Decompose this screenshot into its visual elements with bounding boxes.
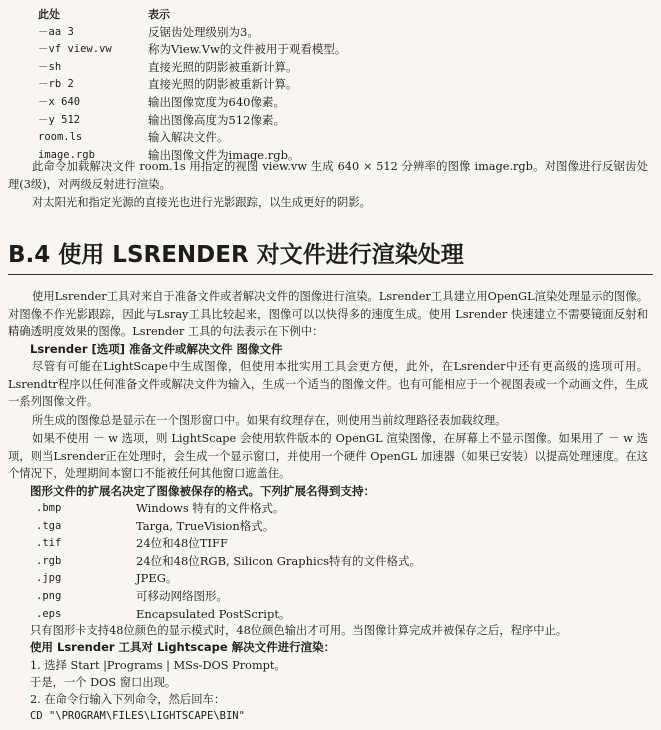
extension-row — [30, 553, 630, 571]
option-name: －y 512 — [38, 113, 81, 126]
option-description: 输出图像宽度为640像素。 — [148, 94, 285, 109]
option-table-row — [30, 24, 630, 42]
extension-description: 24位和48位TIFF — [136, 536, 228, 551]
command-explanation-paragraph: 此命令加载解决文件 room.1s 用指定的视图 view.vw 生成 640 × 512 分辨率的图像 image.rgb。对图像进行反锯齿处理(3级)，对两级反射进行渲染。 — [8, 160, 648, 191]
option-table-row — [30, 59, 630, 77]
extension-name: .png — [36, 589, 62, 602]
shadow-paragraph: 对太阳光和指定光源的直接光也进行光影跟踪，以生成更好的阴影。 — [32, 196, 371, 209]
step-1: 1. 选择 Start |Programs | MSs-DOS Prompt。 — [30, 659, 286, 672]
extension-name: .tga — [36, 519, 62, 532]
section-heading: B.4 使用 LSRENDER 对文件进行渲染处理 — [8, 236, 653, 275]
option-description: 输出图像文件为image.rgb。 — [148, 147, 300, 162]
extension-description: Windows 特有的文件格式。 — [136, 501, 285, 515]
option-description: 称为View.Vw的文件被用于观看模型。 — [148, 42, 347, 57]
extension-description: 可移动网络图形。 — [136, 588, 228, 603]
extension-name: .bmp — [36, 502, 62, 514]
extension-row — [30, 588, 630, 606]
extension-row — [30, 535, 630, 553]
extension-row — [30, 500, 630, 518]
lsrender-intro-paragraph: 使用Lsrender工具对来自于准备文件或者解决文件的图像进行渲染。Lsrender工具建立用OpenGL渲染处理显示的图像。对图像不作光影跟踪，因此与Lsray工具比较起来，图像可以以快得多的速度生成。使用 Lsrender 快速建立不需要镜面反射和精确透明度效果的图像。Lsrender 工具的句法表示在下例中： — [8, 290, 648, 338]
option-name: image.rgb — [38, 148, 95, 161]
extension-name: .eps — [36, 607, 62, 620]
option-table-row — [30, 112, 630, 130]
option-table-header — [30, 6, 630, 24]
extension-name: .rgb — [36, 554, 62, 567]
extension-row — [30, 606, 630, 624]
w-option-paragraph: 如果不使用 － w 选项，则 LightScape 会使用软件版本的 OpenGL 渲染图像，在屏幕上不显示图像。如果用了 － w 选项，则当Lsrender正在处理时，会生成一个显示窗口，并使用一个硬件 OpenGL 加速器（如果已安装）以提高处理速度。在这个情况下，处理期间本窗口不能被任何其他窗口遮盖住。 — [8, 432, 648, 480]
option-name: －vf view.vw — [38, 43, 112, 56]
option-table-row — [30, 41, 630, 59]
option-name: room.ls — [38, 131, 83, 144]
step-2: 2. 在命令行输入下列命令，然后回车： — [30, 693, 226, 706]
extension-name: .jpg — [36, 572, 62, 585]
extension-row — [30, 518, 630, 536]
option-name: －aa 3 — [38, 25, 74, 38]
step-1-result: 于是，一个 DOS 窗口出现。 — [30, 676, 177, 689]
extensions-heading: 图形文件的扩展名决定了图像被保存的格式。下列扩展名得到支持： — [30, 484, 375, 498]
option-table-row — [30, 129, 630, 147]
extension-description: 24位和48位RGB, Silicon Graphics特有的文件格式。 — [136, 553, 422, 568]
option-description: 反锯齿处理级别为3。 — [148, 24, 259, 39]
option-table — [30, 6, 630, 164]
extension-description: Targa, TrueVision格式。 — [136, 518, 275, 533]
lsrender-usage-paragraph: 尽管有可能在LightScape中生成图像，但使用本批实用工具会更方便，此外，在Lsrender中还有更高级的选项可用。Lsrendtr程序以任何准备文件或解决文件为输入，生成一个适当的图像文件。也有可能相应于一个视图表或一个动画文件，生成一系列图像文件。 — [8, 360, 648, 408]
extension-description: Encapsulated PostScript。 — [136, 606, 291, 621]
howto-heading: 使用 Lsrender 工具对 Lightscape 解决文件进行渲染： — [30, 640, 336, 654]
extension-description: JPEG。 — [136, 571, 178, 586]
extension-name: .tif — [36, 537, 62, 550]
color-support-paragraph: 只有图形卡支持48位颜色的显示模式时，48位颜色输出才可用。当图像计算完成并被保存之后，程序中止。 — [30, 624, 568, 637]
option-description: 直接光照的阴影被重新计算。 — [148, 59, 298, 74]
option-table-row — [30, 76, 630, 94]
command-line: CD "\PROGRAM\FILES\LIGHTSCAPE\BIN" — [30, 710, 245, 722]
option-description: 输出图像高度为512像素。 — [148, 112, 285, 127]
option-name: －sh — [38, 60, 62, 73]
syntax-line: Lsrender [选项] 准备文件或解决文件 图像文件 — [30, 342, 283, 356]
option-description: 输入解决文件。 — [148, 130, 229, 145]
option-table-header-col2: 表示 — [148, 8, 170, 21]
option-description: 直接光照的阴影被重新计算。 — [148, 77, 298, 92]
extensions-table — [30, 500, 630, 623]
option-table-header-col1: 此处 — [38, 8, 60, 21]
extension-row — [30, 570, 630, 588]
option-table-row — [30, 94, 630, 112]
graphics-window-paragraph: 所生成的图像总是显示在一个图形窗口中。如果有纹理存在，则使用当前纹理路径表加载纹理。 — [32, 414, 507, 427]
option-name: －rb 2 — [38, 78, 74, 91]
option-name: －x 640 — [38, 95, 81, 108]
